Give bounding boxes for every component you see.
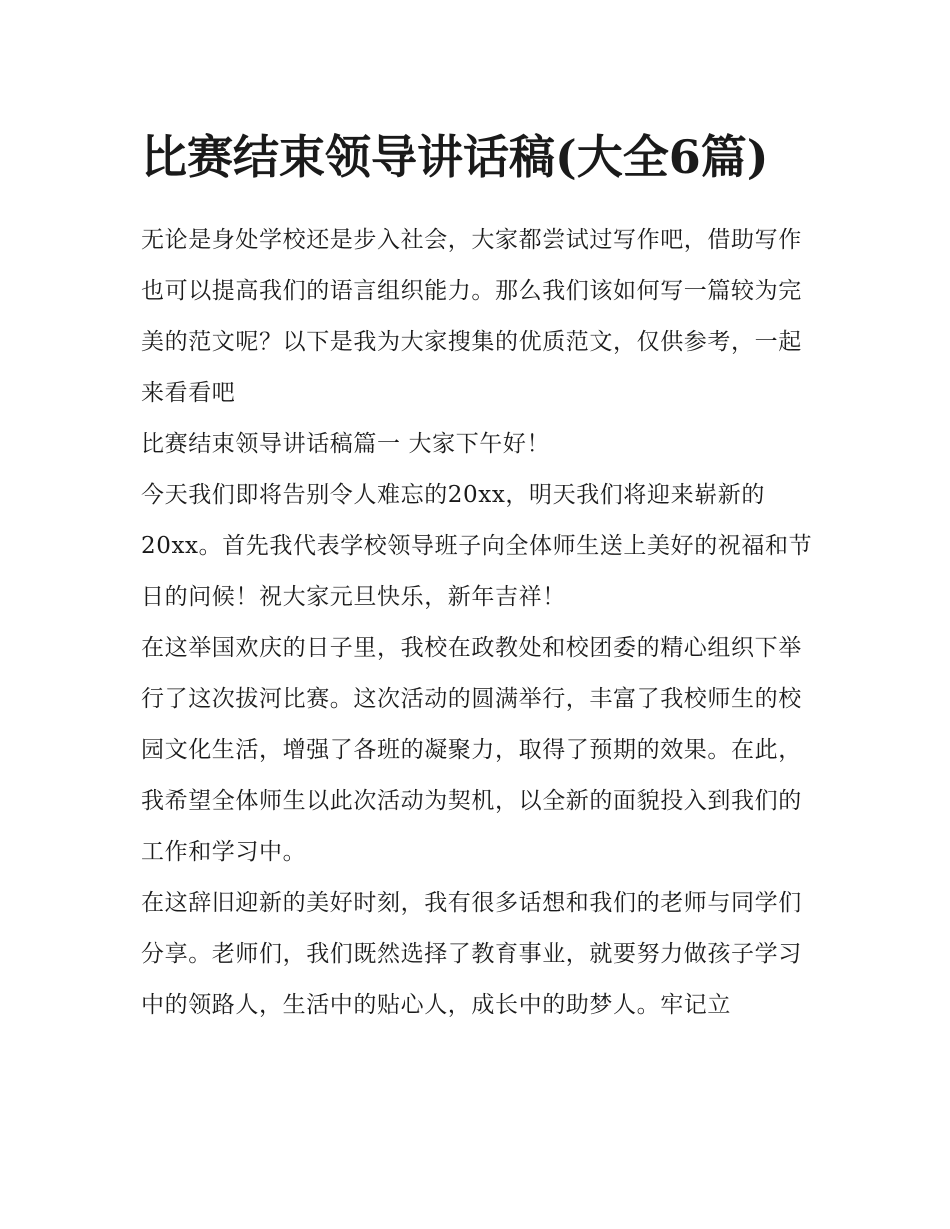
document-page (141, 118, 816, 1031)
paragraph-section-heading: 比赛结束领导讲话稿篇一 大家下午好！ (141, 431, 551, 457)
paragraph-intro: 无论是身处学校还是步入社会，大家都尝试过写作吧，借助写作也可以提高我们的语言组织能力。那么我们该如何写一篇较为完美的范文呢？以下是我为大家搜集的优质范文，仅供参考，一起来看看吧 (141, 227, 802, 406)
paragraph: 在这举国欢庆的日子里，我校在政教处和校团委的精心组织下举行了这次拔河比赛。这次活动的圆满举行，丰富了我校师生的校园文化生活，增强了各班的凝聚力，取得了预期的效果。在此，我希望全体师生以此次活动为契机，以全新的面貌投入到我们的工作和学习中。 (141, 635, 802, 865)
document-body (141, 215, 816, 1031)
paragraph: 今天我们即将告别令人难忘的20xx，明天我们将迎来崭新的20xx。首先我代表学校领导班子向全体师生送上美好的祝福和节日的问候！祝大家元旦快乐，新年吉祥！ (141, 482, 813, 610)
paragraph: 在这辞旧迎新的美好时刻，我有很多话想和我们的老师与同学们分享。老师们，我们既然选择了教育事业，就要努力做孩子学习中的领路人，生活中的贴心人，成长中的助梦人。牢记立 (141, 890, 802, 1018)
document-title: 比赛结束领导讲话稿(大全6篇) (141, 130, 769, 184)
